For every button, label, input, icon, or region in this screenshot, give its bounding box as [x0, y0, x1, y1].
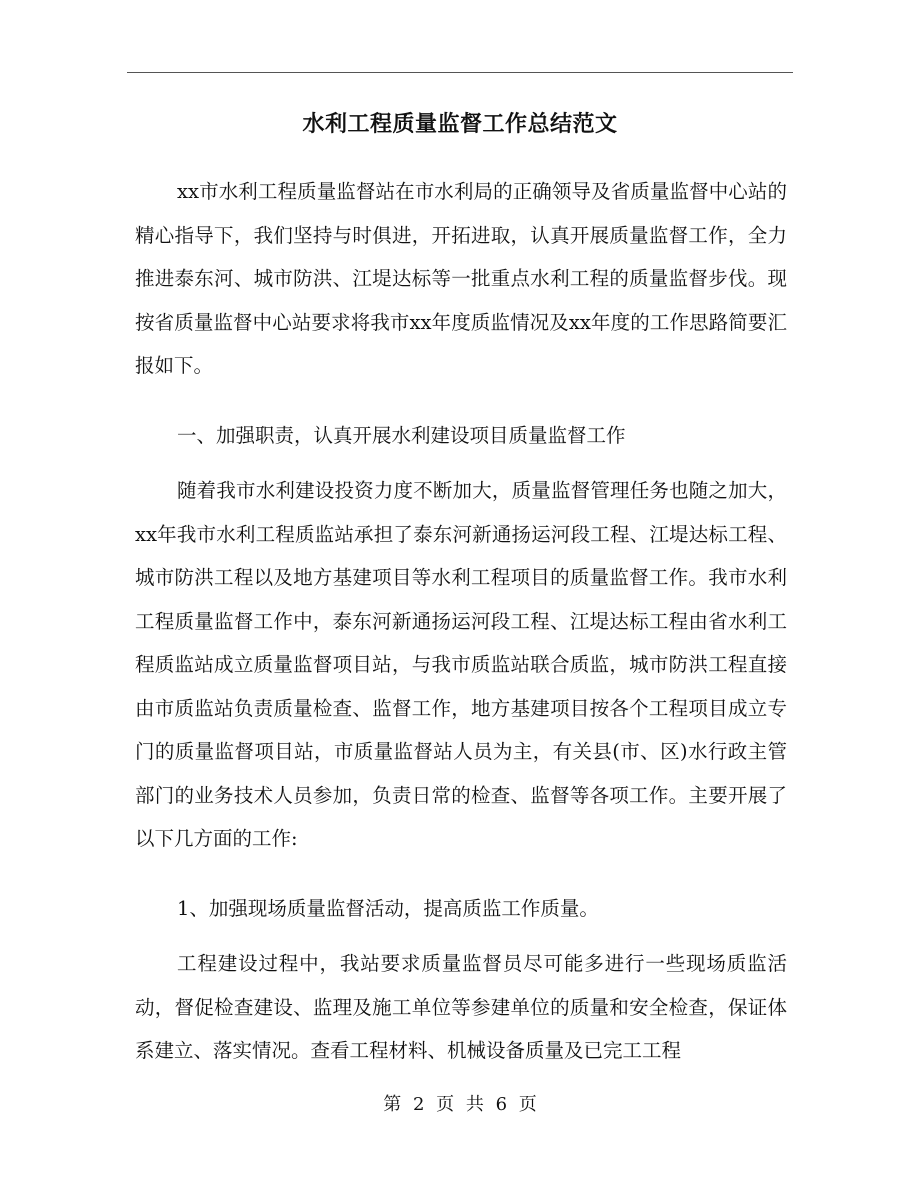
paragraph-intro: xx市水利工程质量监督站在市水利局的正确领导及省质量监督中心站的精心指导下，我们坚持与时俱进，开拓进取，认真开展质量监督工作，全力推进泰东河、城市防洪、江堤达标等一批重点水利工程的质量监督步伐。现按省质量监督中心站要求将我市xx年度质监情况及xx年度的工作思路简要汇报如下。: [135, 180, 787, 377]
page-number: 第 2 页 共 6 页: [383, 1094, 537, 1115]
document-body: [135, 170, 787, 1099]
section-heading-1: 一、加强职责，认真开展水利建设项目质量监督工作: [177, 423, 626, 447]
subheading-1: 1、加强现场质量监督活动，提高质监工作质量。: [177, 896, 599, 920]
header-rule: [127, 72, 793, 73]
paragraph-section-1: 随着我市水利建设投资力度不断加大，质量监督管理任务也随之加大，xx年我市水利工程质监站承担了泰东河新通扬运河段工程、江堤达标工程、城市防洪工程以及地方基建项目等水利工程项目的质量监督工作。我市水利工程质量监督工作中，泰东河新通扬运河段工程、江堤达标工程由省水利工程质监站成立质量监督项目站，与我市质监站联合质监，城市防洪工程直接由市质监站负责质量检查、监督工作，地方基建项目按各个工程项目成立专门的质量监督项目站，市质量监督站人员为主，有关县(市、区)水行政主管部门的业务技术人员参加，负责日常的检查、监督等各项工作。主要开展了以下几方面的工作:: [135, 479, 787, 850]
document-title: 水利工程质量监督工作总结范文: [302, 111, 618, 137]
paragraph-subsection-1: 工程建设过程中，我站要求质量监督员尽可能多进行一些现场质监活动，督促检查建设、监理及施工单位等参建单位的质量和安全检查，保证体系建立、落实情况。查看工程材料、机械设备质量及已完工工程: [135, 952, 787, 1062]
